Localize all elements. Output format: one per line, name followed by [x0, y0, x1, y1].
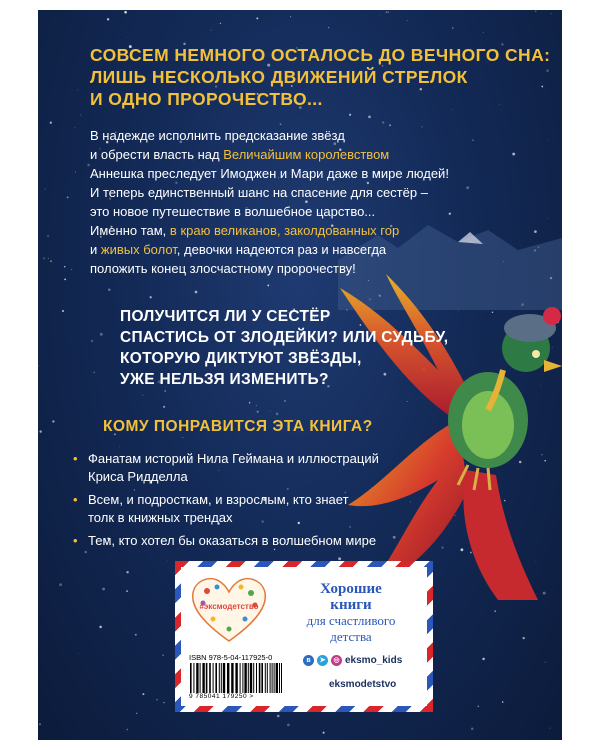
text-span: , девочки надеются раз и навсегда	[176, 242, 387, 257]
tagline-line: детства	[330, 629, 372, 644]
highlight-land: в краю великанов, заколдованных гор	[169, 223, 400, 238]
instagram-icon: ◎	[331, 655, 342, 666]
barcode-icon	[189, 663, 284, 693]
heart-logo-icon	[189, 575, 269, 645]
bullet-icon: •	[73, 492, 78, 507]
synopsis-line	[90, 240, 562, 259]
barcode-digits: 9 785041 179250 >	[189, 693, 254, 700]
list-item-text: Тем, кто хотел бы оказаться в волшебном мире	[88, 533, 377, 548]
list-item-text: Всем, и подросткам, и взрослым, кто знает	[88, 492, 349, 507]
list-item	[73, 450, 562, 486]
social-handle-text: eksmo_kids	[345, 655, 403, 666]
question-line: ПОЛУЧИТСЯ ЛИ У СЕСТЁР	[120, 308, 331, 325]
question-text	[120, 306, 562, 390]
audience-list	[73, 450, 562, 555]
tagline-line: для счастливого	[306, 613, 396, 628]
synopsis-line: И теперь единственный шанс на спасение для сестёр –	[90, 185, 428, 200]
tagline-line: книги	[330, 597, 372, 613]
synopsis-line: В надежде исполнить предсказание звёзд	[90, 128, 345, 143]
publisher-card	[175, 561, 433, 712]
hook-text	[90, 44, 562, 110]
list-item-text: Фанатам историй Нила Геймана и иллюстраций	[88, 451, 379, 466]
highlight-kingdom: Величайшим королевством	[223, 147, 390, 162]
synopsis-line: положить конец злосчастному пророчеству!	[90, 261, 356, 276]
card-tagline	[281, 581, 421, 645]
synopsis-line: это новое путешествие в волшебное царство...	[90, 204, 376, 219]
vk-icon: в	[303, 655, 314, 666]
text-span: и обрести власть над	[90, 147, 224, 162]
hook-line: И ОДНО ПРОРОЧЕСТВО...	[90, 89, 323, 109]
text-span: и	[90, 242, 101, 257]
question-line: КОТОРУЮ ДИКТУЮТ ЗВЁЗДЫ,	[120, 350, 362, 367]
telegram-icon: ➤	[317, 655, 328, 666]
tagline-line: Хорошие	[320, 581, 382, 597]
synopsis-text	[90, 126, 562, 278]
text-span: Именно там,	[90, 223, 170, 238]
list-item	[73, 491, 562, 527]
audience-heading: КОМУ ПОНРАВИТСЯ ЭТА КНИГА?	[103, 418, 373, 435]
list-item	[73, 532, 562, 550]
synopsis-line	[90, 221, 562, 240]
list-item-text: толк в книжных трендах	[88, 510, 233, 525]
synopsis-line	[90, 145, 562, 164]
bullet-icon: •	[73, 533, 78, 548]
question-line: УЖЕ НЕЛЬЗЯ ИЗМЕНИТЬ?	[120, 371, 329, 388]
list-item-text: Криса Ридделла	[88, 469, 188, 484]
hook-line: ЛИШЬ НЕСКОЛЬКО ДВИЖЕНИЙ СТРЕЛОК	[90, 67, 468, 87]
highlight-swamps: живых болот	[100, 242, 177, 257]
site-text: eksmodetstvo	[329, 679, 397, 690]
book-back-cover	[38, 10, 562, 740]
hook-line: СОВСЕМ НЕМНОГО ОСТАЛОСЬ ДО ВЕЧНОГО СНА:	[90, 45, 551, 65]
synopsis-line: Аннешка преследует Имоджен и Мари даже в мире людей!	[90, 166, 449, 181]
social-handle	[303, 655, 402, 666]
isbn-text: ISBN 978-5-04-117925-0	[189, 653, 273, 662]
question-line: СПАСТИСЬ ОТ ЗЛОДЕЙКИ? ИЛИ СУДЬБУ,	[120, 329, 449, 346]
logo-text: #эксмодетство	[199, 602, 259, 611]
bullet-icon: •	[73, 451, 78, 466]
